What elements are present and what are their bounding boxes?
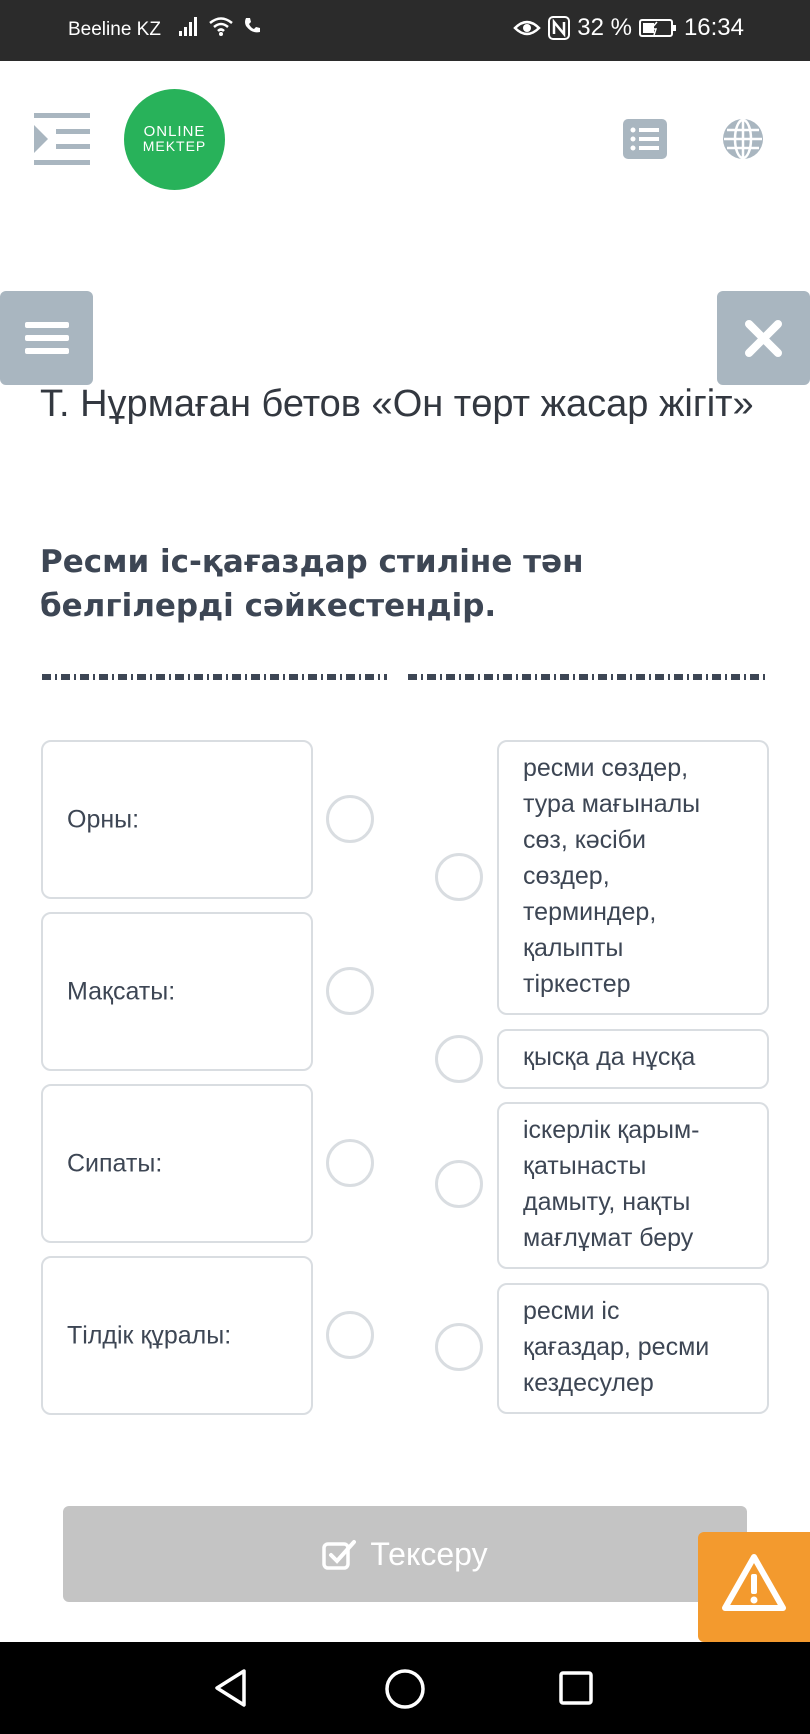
app-header [0, 61, 810, 216]
checkbox-check-icon [322, 1538, 356, 1570]
logo-text-line2: MEKTEP [142, 138, 207, 154]
left-match-radio[interactable] [326, 1311, 374, 1359]
match-right-item[interactable] [497, 1029, 769, 1089]
clock: 16:34 [683, 14, 744, 41]
system-navigation-bar [0, 1642, 810, 1734]
right-match-radio[interactable] [435, 1323, 483, 1371]
match-left-label: Мақсаты: [67, 977, 176, 1005]
status-bar [0, 0, 810, 61]
left-match-radio[interactable] [326, 1139, 374, 1187]
match-right-item[interactable] [497, 1283, 769, 1414]
match-left-label: Сипаты: [67, 1149, 163, 1177]
battery-percent: 32 % [577, 14, 632, 41]
match-right-line: қатынасты [523, 1152, 647, 1180]
warning-icon [698, 1532, 810, 1642]
nfc-icon [548, 16, 570, 40]
globe-icon[interactable] [722, 118, 764, 160]
home-icon[interactable] [384, 1668, 426, 1710]
match-right-line: сөздер, [523, 862, 610, 890]
match-left-label: Тілдік құралы: [67, 1321, 232, 1349]
match-left-item[interactable] [41, 1084, 313, 1243]
hamburger-icon [0, 291, 93, 385]
eye-icon [513, 18, 541, 38]
match-right-line: дамыту, нақты [523, 1188, 691, 1216]
signal-icon [178, 15, 200, 37]
match-right-line: тіркестер [523, 970, 631, 998]
online-mektep-logo[interactable] [124, 89, 225, 190]
recents-icon[interactable] [558, 1670, 594, 1706]
match-right-line: мағлұмат беру [523, 1224, 694, 1252]
divider-left [42, 674, 387, 680]
sidebar-toggle-button[interactable] [0, 291, 93, 385]
match-left-item[interactable] [41, 912, 313, 1071]
phone-icon [242, 16, 262, 36]
match-right-line: ресми іс [523, 1297, 620, 1325]
match-left-item[interactable] [41, 740, 313, 899]
check-button-label: Тексеру [370, 1535, 488, 1572]
question-text: Ресми іс-қағаздар стиліне тән белгілерді сәйкестендір. [40, 544, 584, 624]
match-right-line: ресми сөздер, [523, 754, 689, 782]
status-right [513, 14, 744, 42]
match-right-line: іскерлік қарым- [523, 1116, 700, 1144]
match-left-label: Орны: [67, 805, 140, 833]
carrier-name: Beeline KZ [68, 19, 161, 40]
list-icon[interactable] [623, 119, 667, 159]
close-button[interactable] [717, 291, 810, 385]
battery-icon [639, 18, 677, 38]
close-icon [717, 291, 810, 385]
match-left-item[interactable] [41, 1256, 313, 1415]
match-right-line: қалыпты [523, 934, 624, 962]
left-match-radio[interactable] [326, 967, 374, 1015]
right-match-radio[interactable] [435, 1035, 483, 1083]
divider-right [408, 674, 766, 680]
lesson-title: Т. Нұрмаған бетов «Он төрт жасар жігіт» [40, 383, 754, 425]
match-right-line: қысқа да нұсқа [523, 1043, 696, 1071]
right-match-radio[interactable] [435, 853, 483, 901]
wifi-icon [208, 15, 234, 37]
menu-indent-icon[interactable] [34, 111, 90, 167]
left-match-radio[interactable] [326, 795, 374, 843]
match-right-item[interactable] [497, 740, 769, 1015]
match-right-line: қағаздар, ресми [523, 1333, 710, 1361]
status-left-icons [178, 15, 262, 37]
report-problem-button[interactable] [698, 1532, 810, 1642]
back-icon[interactable] [213, 1668, 249, 1708]
right-match-radio[interactable] [435, 1160, 483, 1208]
match-right-item[interactable] [497, 1102, 769, 1269]
match-right-line: терминдер, [523, 898, 657, 926]
match-right-line: кездесулер [523, 1369, 654, 1397]
logo-text-line1: ONLINE [143, 123, 206, 140]
match-right-line: сөз, кәсіби [523, 826, 646, 854]
match-right-line: тура мағыналы [523, 790, 701, 818]
check-button[interactable] [63, 1506, 747, 1602]
